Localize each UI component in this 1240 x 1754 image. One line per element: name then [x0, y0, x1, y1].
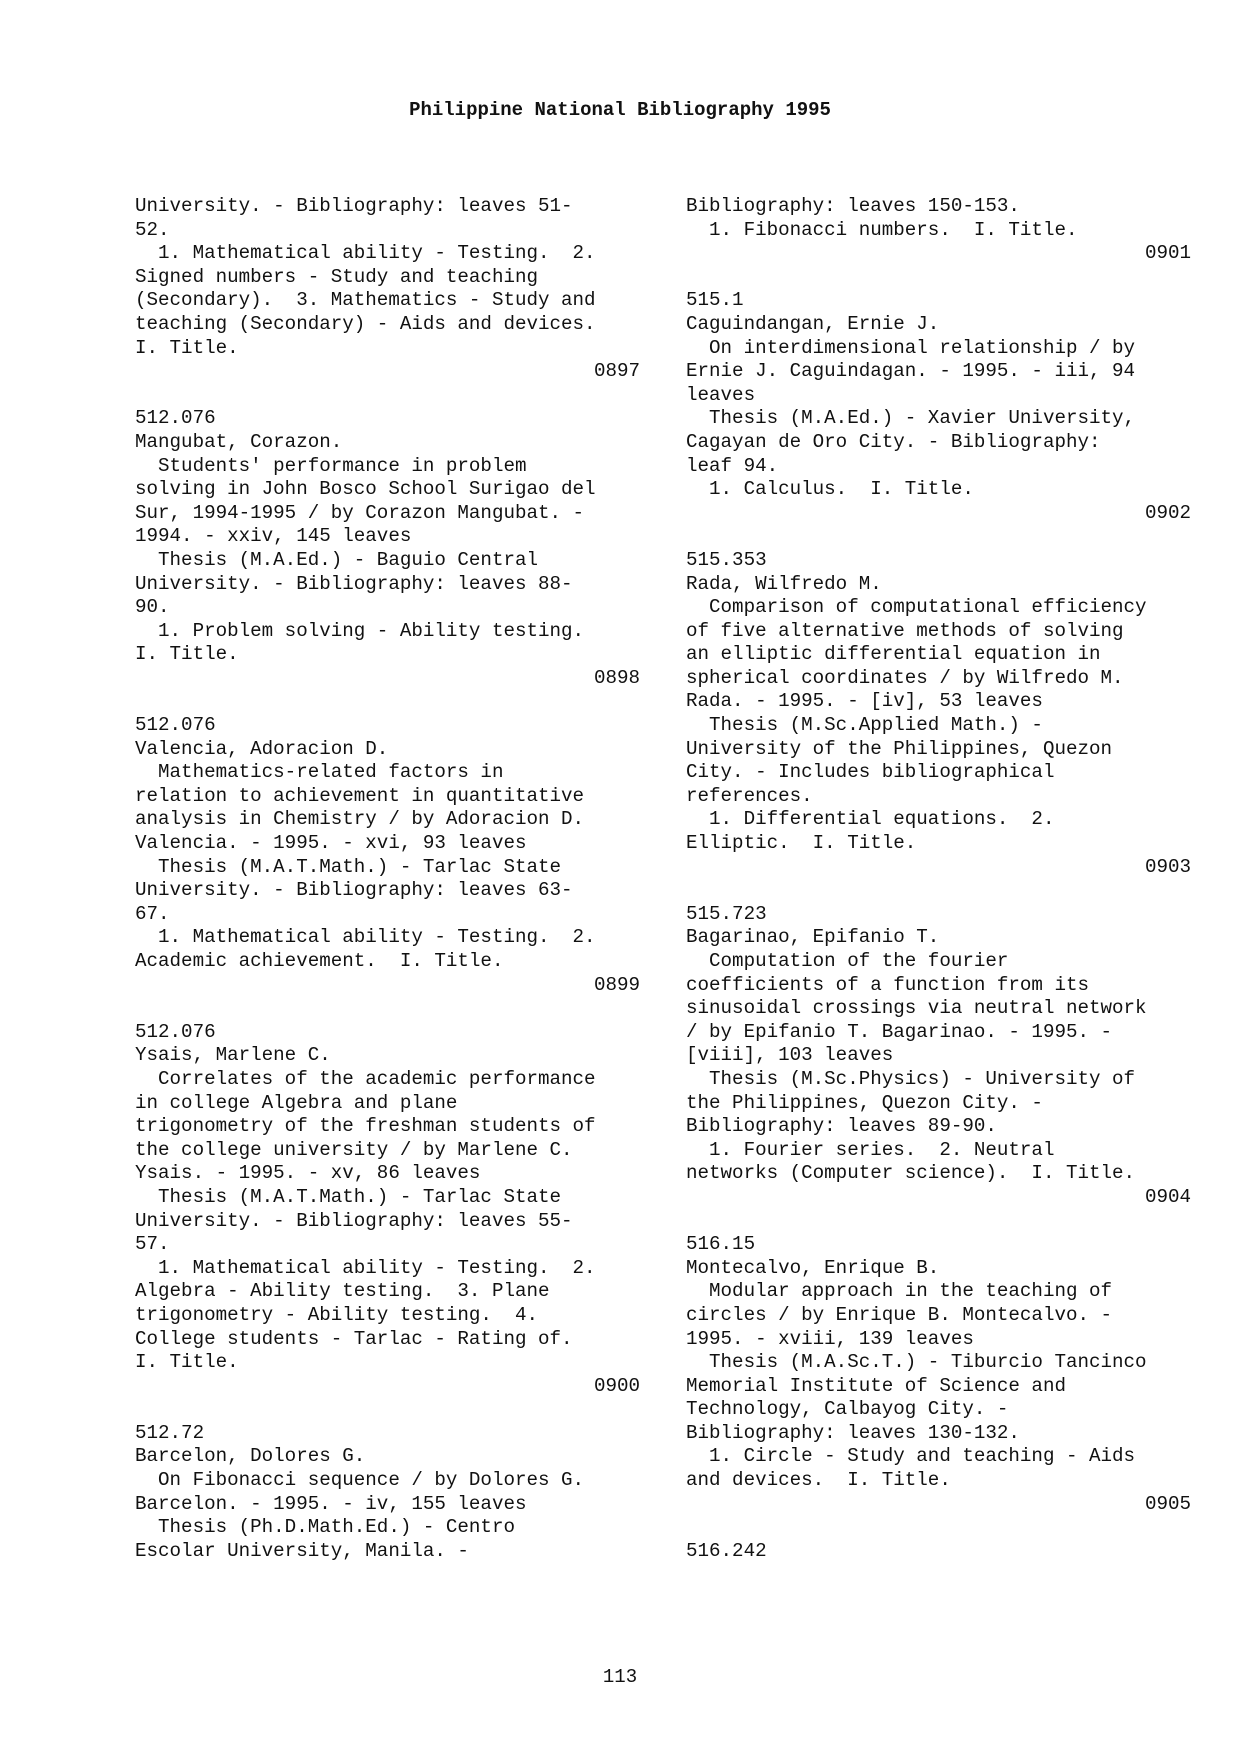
entry-number: 0899: [593, 973, 640, 996]
text-line: sinusoidal crossings via neutral network: [686, 997, 1147, 1020]
text-line: [686, 525, 1191, 549]
text-line: networks (Computer science). I. Title.: [686, 1162, 1136, 1185]
text-line: University of the Philippines, Quezon: [686, 737, 1113, 760]
text-line: Cagayan de Oro City. - Bibliography:: [686, 430, 1101, 453]
text-line: University. - Bibliography: leaves 88-: [135, 572, 573, 595]
text-line: in college Algebra and plane: [135, 1091, 458, 1114]
text-line: Sur, 1994-1995 / by Corazon Mangubat. -: [135, 501, 585, 524]
text-line: Bibliography: leaves 130-132.: [686, 1421, 1020, 1444]
text-line: [viii], 103 leaves: [686, 1044, 894, 1067]
text-line: Thesis (M.A.Ed.) - Xavier University,: [686, 407, 1136, 430]
text-line: leaf 94.: [686, 454, 779, 477]
text-line: Thesis (M.A.Sc.T.) - Tiburcio Tancinco: [686, 1351, 1147, 1374]
text-line: Computation of the fourier: [686, 950, 1009, 972]
text-line: leaves: [686, 383, 756, 406]
text-line: of five alternative methods of solving: [686, 619, 1124, 642]
text-line: [135, 384, 640, 408]
text-line: 1994. - xxiv, 145 leaves: [135, 525, 412, 548]
text-line: 52.: [135, 218, 170, 241]
text-line: 1. Fourier series. 2. Neutral: [686, 1138, 1055, 1161]
call-number: 512.72: [135, 1421, 205, 1444]
text-line: I. Title.: [135, 336, 239, 359]
text-line: / by Epifanio T. Bagarinao. - 1995. -: [686, 1020, 1113, 1043]
author: Montecalvo, Enrique B.: [686, 1256, 940, 1279]
entry-number: 0905: [1144, 1492, 1191, 1515]
text-line: 90.: [135, 596, 170, 619]
text-line: 1. Fibonacci numbers. I. Title.: [686, 218, 1078, 241]
call-number: 512.076: [135, 714, 216, 737]
text-line: 57.: [135, 1233, 170, 1256]
page-number: 113: [602, 1666, 638, 1688]
text-line: [135, 1398, 640, 1422]
text-line: Students' performance in problem: [135, 454, 527, 477]
text-line: teaching (Secondary) - Aids and devices.: [135, 312, 596, 335]
text-line: Escolar University, Manila. -: [135, 1539, 469, 1562]
text-line: Thesis (M.Sc.Physics) - University of: [686, 1067, 1136, 1090]
text-line: Thesis (M.A.Ed.) - Baguio Central: [135, 548, 539, 571]
text-line: On Fibonacci sequence / by Dolores G.: [135, 1469, 585, 1492]
text-line: trigonometry of the freshman students of: [135, 1115, 596, 1138]
text-line: relation to achievement in quantitative: [135, 784, 585, 807]
text-line: [686, 1210, 1191, 1234]
text-line: 1. Circle - Study and teaching - Aids: [686, 1445, 1136, 1468]
text-line: Correlates of the academic performance: [135, 1067, 596, 1090]
text-line: 67.: [135, 902, 170, 925]
call-number: 515.1: [686, 289, 744, 312]
text-line: an elliptic differential equation in: [686, 643, 1101, 666]
text-line: Bibliography: leaves 89-90.: [686, 1115, 997, 1138]
text-line: spherical coordinates / by Wilfredo M.: [686, 666, 1124, 689]
entry-number: 0904: [1144, 1185, 1191, 1208]
text-line: 1. Mathematical ability - Testing. 2.: [135, 242, 596, 265]
text-line: the college university / by Marlene C.: [135, 1138, 573, 1161]
text-line: 1. Calculus. I. Title.: [686, 478, 974, 501]
text-line: Bibliography: leaves 150-153.: [686, 195, 1020, 217]
text-line: coefficients of a function from its: [686, 973, 1090, 996]
author: Mangubat, Corazon.: [135, 430, 343, 453]
entry-number: 0897: [593, 360, 640, 383]
author: Barcelon, Dolores G.: [135, 1445, 366, 1468]
author: Rada, Wilfredo M.: [686, 572, 882, 595]
page-title: Philippine National Bibliography 1995: [409, 99, 831, 121]
text-line: [135, 690, 640, 714]
entry-number: 0900: [593, 1374, 640, 1397]
call-number: 516.15: [686, 1233, 756, 1256]
call-number: 515.723: [686, 902, 767, 925]
text-line: University. - Bibliography: leaves 63-: [135, 879, 573, 902]
text-line: [135, 997, 640, 1021]
text-line: I. Title.: [135, 643, 239, 666]
text-line: Ysais. - 1995. - xv, 86 leaves: [135, 1162, 481, 1185]
text-line: 1. Problem solving - Ability testing.: [135, 619, 585, 642]
text-line: Technology, Calbayog City. -: [686, 1398, 1009, 1421]
text-line: Thesis (Ph.D.Math.Ed.) - Centro: [135, 1516, 515, 1539]
text-line: circles / by Enrique B. Montecalvo. -: [686, 1303, 1113, 1326]
text-line: (Secondary). 3. Mathematics - Study and: [135, 289, 596, 312]
text-line: 1. Mathematical ability - Testing. 2.: [135, 1256, 596, 1279]
text-line: Comparison of computational efficiency: [686, 596, 1147, 619]
text-line: City. - Includes bibliographical: [686, 761, 1055, 784]
text-line: Academic achievement. I. Title.: [135, 950, 504, 972]
text-line: Rada. - 1995. - [iv], 53 leaves: [686, 690, 1043, 713]
text-line: [686, 1516, 1191, 1540]
text-line: Thesis (M.A.T.Math.) - Tarlac State: [135, 855, 562, 878]
text-line: [686, 266, 1191, 290]
text-line: Ernie J. Caguindagan. - 1995. - iii, 94: [686, 360, 1136, 383]
text-line: analysis in Chemistry / by Adoracion D.: [135, 808, 585, 831]
text-line: Thesis (M.Sc.Applied Math.) -: [686, 714, 1043, 737]
entry-number: 0898: [593, 666, 640, 689]
author: Ysais, Marlene C.: [135, 1044, 331, 1067]
text-line: 1. Differential equations. 2.: [686, 808, 1055, 831]
entry-number: 0902: [1144, 501, 1191, 524]
left-column: [135, 195, 640, 1563]
text-line: Algebra - Ability testing. 3. Plane: [135, 1280, 550, 1303]
text-line: Mathematics-related factors in: [135, 761, 504, 784]
text-line: [686, 879, 1191, 903]
text-line: and devices. I. Title.: [686, 1469, 951, 1492]
text-line: Barcelon. - 1995. - iv, 155 leaves: [135, 1492, 527, 1515]
call-number: 516.242: [686, 1539, 767, 1562]
author: Caguindangan, Ernie J.: [686, 312, 940, 335]
text-line: references.: [686, 784, 813, 807]
text-line: Signed numbers - Study and teaching: [135, 265, 539, 288]
call-number: 512.076: [135, 1020, 216, 1043]
call-number: 515.353: [686, 548, 767, 571]
text-line: solving in John Bosco School Surigao del: [135, 478, 596, 501]
text-line: 1. Mathematical ability - Testing. 2.: [135, 926, 596, 949]
text-line: Thesis (M.A.T.Math.) - Tarlac State: [135, 1185, 562, 1208]
entry-number: 0901: [1144, 242, 1191, 265]
text-line: I. Title.: [135, 1351, 239, 1374]
text-line: Valencia. - 1995. - xvi, 93 leaves: [135, 832, 527, 855]
text-line: On interdimensional relationship / by: [686, 336, 1136, 359]
text-line: 1995. - xviii, 139 leaves: [686, 1327, 974, 1350]
entry-number: 0903: [1144, 855, 1191, 878]
text-line: Memorial Institute of Science and: [686, 1374, 1066, 1397]
right-column: [686, 195, 1191, 1563]
text-line: College students - Tarlac - Rating of.: [135, 1327, 573, 1350]
text-line: trigonometry - Ability testing. 4.: [135, 1303, 539, 1326]
text-line: Modular approach in the teaching of: [686, 1280, 1113, 1303]
call-number: 512.076: [135, 407, 216, 430]
text-line: Elliptic. I. Title.: [686, 832, 917, 855]
author: Bagarinao, Epifanio T.: [686, 926, 940, 949]
text-line: University. - Bibliography: leaves 55-: [135, 1209, 573, 1232]
text-line: the Philippines, Quezon City. -: [686, 1091, 1043, 1114]
author: Valencia, Adoracion D.: [135, 737, 389, 760]
text-line: University. - Bibliography: leaves 51-: [135, 195, 573, 217]
